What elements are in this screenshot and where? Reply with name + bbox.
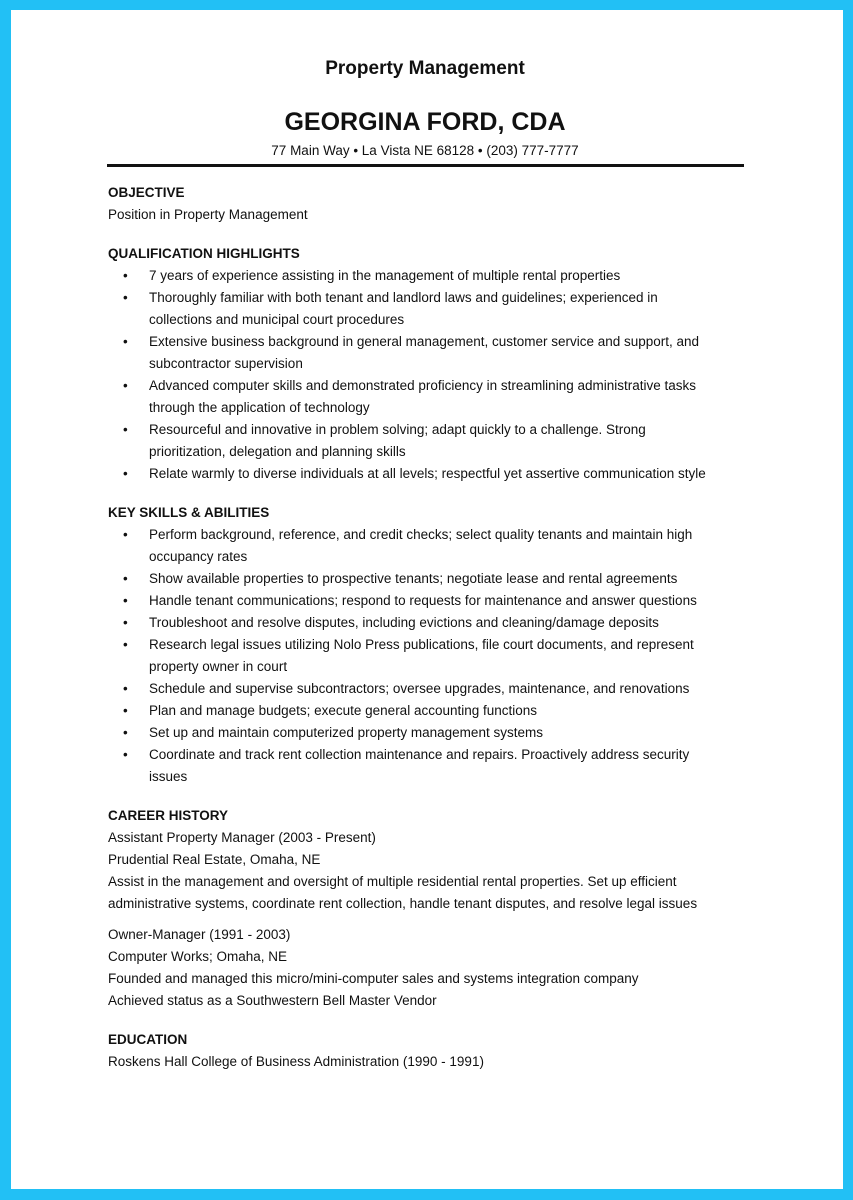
job-description: Founded and managed this micro/mini-computer sales and systems integration company	[108, 971, 639, 986]
list-item	[108, 700, 808, 722]
bullet-icon: •	[123, 334, 128, 349]
education-section	[108, 1029, 808, 1073]
bullet-icon: •	[123, 422, 128, 437]
section-heading: OBJECTIVE	[108, 185, 185, 200]
contact-info: 77 Main Way • La Vista NE 68128 • (203) 777-7777	[271, 143, 579, 158]
job-title: Owner-Manager (1991 - 2003)	[108, 927, 291, 942]
job-description: Assist in the management and oversight of multiple residential rental properties. Set up efficient	[108, 874, 677, 889]
list-item	[108, 744, 808, 788]
bullet-icon: •	[123, 615, 128, 630]
list-item-text: subcontractor supervision	[149, 356, 303, 371]
list-item	[108, 590, 808, 612]
job-company: Prudential Real Estate, Omaha, NE	[108, 852, 321, 867]
list-item-text: Plan and manage budgets; execute general accounting functions	[149, 703, 538, 718]
list-item-text: Troubleshoot and resolve disputes, including evictions and cleaning/damage deposits	[149, 615, 659, 630]
list-item-text: Extensive business background in general management, customer service and support, and	[149, 334, 700, 349]
list-item-text: through the application of technology	[149, 400, 370, 415]
list-item-text: Show available properties to prospective tenants; negotiate lease and rental agreements	[149, 571, 678, 586]
objective-text: Position in Property Management	[108, 207, 308, 222]
list-item	[108, 331, 808, 375]
bullet-icon: •	[123, 378, 128, 393]
list-item-text: Relate warmly to diverse individuals at all levels; respectful yet assertive communication style	[149, 466, 706, 481]
bullet-icon: •	[123, 527, 128, 542]
header-divider	[107, 164, 744, 167]
list-item	[108, 375, 808, 419]
list-item	[108, 419, 808, 463]
bullet-icon: •	[123, 466, 128, 481]
list-item-text: issues	[149, 769, 188, 784]
list-item-text: property owner in court	[149, 659, 288, 674]
bullet-icon: •	[123, 637, 128, 652]
list-item	[108, 722, 808, 744]
bullet-icon: •	[123, 571, 128, 586]
job-title: Assistant Property Manager (2003 - Present)	[108, 830, 376, 845]
list-item	[108, 568, 808, 590]
list-item	[108, 612, 808, 634]
bullet-icon: •	[123, 290, 128, 305]
job-entry	[108, 827, 808, 915]
skills-list	[108, 524, 808, 788]
list-item	[108, 678, 808, 700]
list-item-text: Handle tenant communications; respond to requests for maintenance and answer questions	[149, 593, 697, 608]
list-item-text: Set up and maintain computerized property management systems	[149, 725, 543, 740]
job-company: Computer Works; Omaha, NE	[108, 949, 288, 964]
resume-title: Property Management	[325, 58, 525, 79]
list-item-text: prioritization, delegation and planning skills	[149, 444, 406, 459]
career-section	[108, 805, 808, 1012]
list-item-text: Advanced computer skills and demonstrated proficiency in streamlining administrative tasks	[149, 378, 697, 393]
bullet-icon: •	[123, 593, 128, 608]
resume-body	[108, 182, 808, 1073]
list-item	[108, 524, 808, 568]
list-item	[108, 634, 808, 678]
list-item-text: occupancy rates	[149, 549, 248, 564]
bullet-icon: •	[123, 703, 128, 718]
job-description: administrative systems, coordinate rent collection, handle tenant disputes, and resolve legal issues	[108, 896, 698, 911]
job-description: Achieved status as a Southwestern Bell Master Vendor	[108, 993, 437, 1008]
education-text: Roskens Hall College of Business Administration (1990 - 1991)	[108, 1054, 484, 1069]
list-item	[108, 287, 808, 331]
job-entry	[108, 924, 808, 1012]
bullet-icon: •	[123, 681, 128, 696]
list-item-text: Perform background, reference, and credit checks; select quality tenants and maintain high	[149, 527, 693, 542]
bullet-icon: •	[123, 268, 128, 283]
list-item-text: 7 years of experience assisting in the management of multiple rental properties	[149, 268, 621, 283]
list-item-text: collections and municipal court procedures	[149, 312, 405, 327]
list-item-text: Resourceful and innovative in problem solving; adapt quickly to a challenge. Strong	[149, 422, 646, 437]
section-heading: CAREER HISTORY	[108, 808, 229, 823]
section-heading: EDUCATION	[108, 1032, 188, 1047]
qualifications-section	[108, 243, 808, 485]
candidate-name: GEORGINA FORD, CDA	[284, 108, 566, 136]
skills-section	[108, 502, 808, 788]
bullet-icon: •	[123, 747, 128, 762]
list-item-text: Thoroughly familiar with both tenant and landlord laws and guidelines; experienced in	[149, 290, 658, 305]
list-item-text: Coordinate and track rent collection maintenance and repairs. Proactively address security	[149, 747, 690, 762]
bullet-icon: •	[123, 725, 128, 740]
objective-section	[108, 182, 808, 226]
section-heading: KEY SKILLS & ABILITIES	[108, 505, 270, 520]
job-list	[108, 827, 808, 1012]
list-item	[108, 265, 808, 287]
list-item-text: Research legal issues utilizing Nolo Press publications, file court documents, and represent	[149, 637, 694, 652]
list-item	[108, 463, 808, 485]
qualifications-list	[108, 265, 808, 485]
section-heading: QUALIFICATION HIGHLIGHTS	[108, 246, 300, 261]
list-item-text: Schedule and supervise subcontractors; oversee upgrades, maintenance, and renovations	[149, 681, 690, 696]
